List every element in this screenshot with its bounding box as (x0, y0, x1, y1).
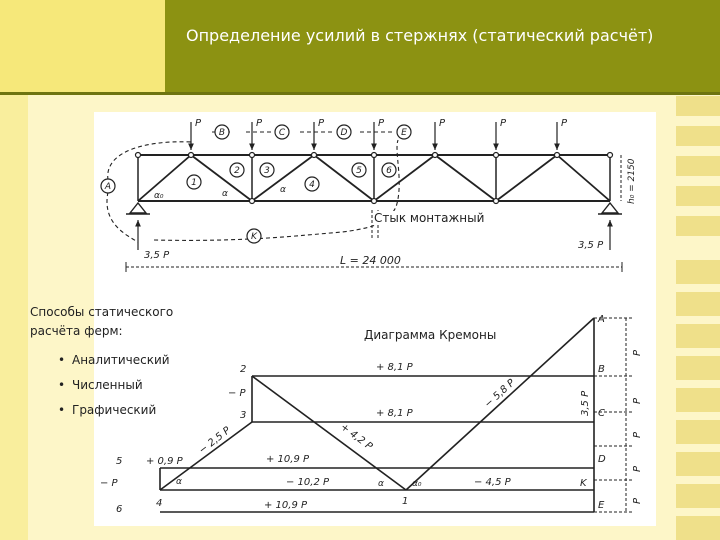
region-letter: C (278, 128, 286, 138)
panel-number: 6 (386, 166, 392, 176)
force-label: − 2,5 P (197, 425, 233, 457)
scale-label: P (632, 465, 643, 472)
methods-heading: Способы статического расчёта ферм: (30, 305, 174, 338)
load-label: P (318, 118, 325, 129)
load-label: P (195, 118, 202, 129)
method-item-numerical: • Численный (30, 376, 200, 395)
angle-alpha0-label: α₀ (412, 479, 422, 489)
cremona-point: 5 (116, 456, 123, 467)
calculation-methods-block (30, 303, 200, 426)
montage-joint-label: Стык монтажный (374, 211, 485, 225)
angle-alpha-label: α (280, 185, 286, 195)
cremona-point: B (598, 364, 605, 375)
force-label: 3,5 P (580, 390, 591, 416)
force-label: − P (100, 478, 118, 489)
cremona-point: C (598, 408, 605, 419)
method-item-analytical: • Аналитический (30, 351, 200, 370)
angle-alpha-label: α (222, 189, 228, 199)
corner-accent-band (0, 0, 165, 92)
scale-label: P (632, 497, 643, 504)
left-reaction-label: 3,5 P (144, 250, 170, 261)
force-label: − 10,2 P (286, 477, 330, 488)
truss-height-label: h₀ = 2150 (627, 158, 637, 204)
force-label: + 8,1 P (376, 362, 413, 373)
load-label: P (500, 118, 507, 129)
cremona-point: 4 (156, 498, 163, 509)
scale-label: P (632, 397, 643, 404)
force-label: + 10,9 P (264, 500, 308, 511)
left-accent-column (0, 92, 28, 540)
panel-number: 4 (309, 180, 315, 190)
region-letter: K (251, 232, 257, 242)
region-letter: D (340, 128, 348, 138)
load-label: P (439, 118, 446, 129)
cremona-point: 1 (402, 496, 409, 507)
force-label: + 10,9 P (266, 454, 310, 465)
force-label: − P (228, 388, 246, 399)
angle-alpha-label: α (176, 477, 182, 487)
angle-alpha-label: α (378, 479, 384, 489)
cremona-diagram-caption: Диаграмма Кремоны (364, 328, 497, 342)
load-label: P (256, 118, 263, 129)
panel-number: 3 (264, 166, 270, 176)
load-label: P (378, 118, 385, 129)
force-label: + 0,9 P (146, 456, 183, 467)
region-letter: E (401, 128, 407, 138)
methods-list (30, 351, 200, 420)
method-item-graphical: • Графический (30, 401, 200, 420)
right-stripe-decoration (676, 96, 720, 540)
cremona-point: 3 (240, 410, 247, 421)
force-label: + 8,1 P (376, 408, 413, 419)
force-label: − 4,5 P (474, 477, 511, 488)
force-label: − 5,8 P (482, 377, 518, 411)
header-divider (0, 92, 720, 95)
load-label: P (561, 118, 568, 129)
cremona-point: D (598, 454, 606, 465)
cremona-point: 2 (240, 364, 247, 375)
angle-alpha0-label: α₀ (154, 191, 164, 201)
region-letter: B (218, 128, 226, 138)
scale-label: P (632, 349, 643, 356)
scale-label: P (632, 431, 643, 438)
truss-diagram (101, 118, 637, 272)
region-letter: A (104, 182, 112, 192)
cremona-point: A (598, 314, 605, 325)
panel-number: 1 (191, 178, 197, 188)
panel-number: 5 (356, 166, 362, 176)
cremona-point: K (580, 478, 587, 489)
cremona-point: 6 (116, 504, 123, 515)
cremona-point: E (598, 500, 605, 511)
panel-number: 2 (234, 166, 240, 176)
force-label: + 4,2 P (338, 421, 375, 453)
slide-title: Определение усилий в стержнях (статический расчёт) (186, 26, 654, 45)
span-label: L = 24 000 (340, 254, 401, 267)
right-reaction-label: 3,5 P (578, 240, 604, 251)
